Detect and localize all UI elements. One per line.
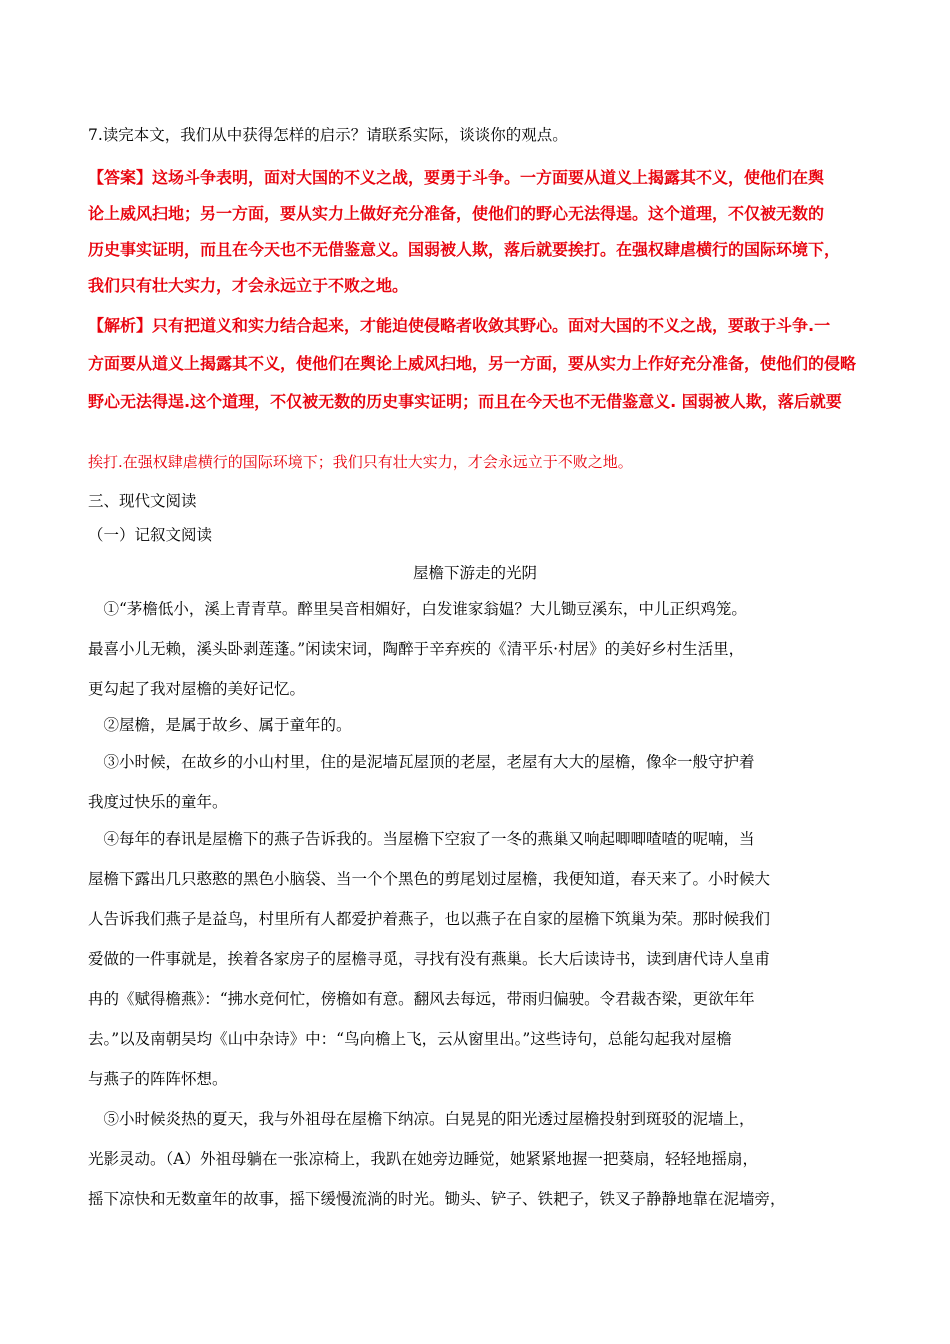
answer-line-4: 我们只有壮大实力，才会永远立于不败之地。 — [88, 276, 409, 295]
paragraph-line: 人告诉我们燕子是益鸟，村里所有人都爱护着燕子，也以燕子在自家的屋檐下筑巢为荣。那时候我们 — [88, 910, 771, 928]
analysis-line-2: 方面要从道义上揭露其不义，使他们在舆论上威风扫地，另一方面，要从实力上作好充分准备，使他们的侵略 — [88, 354, 857, 373]
article-title: 屋檐下游走的光阴 — [412, 564, 537, 582]
paragraph-line: 与燕子的阵阵怀想。 — [88, 1070, 228, 1088]
paragraph-line: 摇下凉快和无数童年的故事，摇下缓慢流淌的时光。锄头、铲子、铁耙子，铁叉子静静地靠在泥墙旁， — [88, 1190, 786, 1208]
question-7: 7.读完本文，我们从中获得怎样的启示？请联系实际，谈谈你的观点。 — [88, 126, 568, 144]
paragraph-line: ⑤小时候炎热的夏天，我与外祖母在屋檐下纳凉。白晃晃的阳光透过屋檐投射到斑驳的泥墙上， — [88, 1110, 755, 1128]
answer-line-2: 论上威风扫地；另一方面，要从实力上做好充分准备，使他们的野心无法得逞。这个道理，不仅被无数的 — [88, 204, 825, 223]
analysis-line-3: 野心无法得逞.这个道理，不仅被无数的历史事实证明；而且在今天也不无借鉴意义. 国弱被人欺，落后就要 — [88, 392, 842, 411]
paragraph-line: 最喜小儿无赖，溪头卧剥莲蓬。”闲读宋词，陶醉于辛弃疾的《清平乐·村居》的美好乡村生活里， — [88, 640, 745, 658]
paragraph-line: ②屋檐，是属于故乡、属于童年的。 — [88, 716, 352, 734]
analysis-line-1: 【解析】只有把道义和实力结合起来，才能迫使侵略者收敛其野心。面对大国的不义之战，要敢于斗争.一 — [88, 316, 831, 335]
paragraph-line: 屋檐下露出几只憨憨的黑色小脑袋、当一个个黑色的剪尾划过屋檐，我便知道，春天来了。小时候大 — [88, 870, 771, 888]
analysis-line-4: 挨打.在强权肆虐横行的国际环境下；我们只有壮大实力，才会永远立于不败之地。 — [88, 453, 633, 471]
paragraph-line: ①“茅檐低小，溪上青青草。醉里吴音相媚好，白发谁家翁媪？大儿锄豆溪东，中儿正织鸡笼。 — [88, 600, 747, 618]
section-heading: 三、现代文阅读 — [88, 492, 197, 510]
paragraph-line: 冉的《赋得檐燕》：“拂水竞何忙，傍檐如有意。翻风去每远，带雨归偏驶。令君裁杏梁，更欲年年 — [88, 990, 755, 1008]
answer-line-1: 【答案】这场斗争表明，面对大国的不义之战，要勇于斗争。一方面要从道义上揭露其不义，使他们在舆 — [88, 168, 825, 187]
paragraph-line: ③小时候，在故乡的小山村里，住的是泥墙瓦屋顶的老屋，老屋有大大的屋檐，像伞一般守护着 — [88, 753, 755, 771]
subsection-heading: （一）记叙文阅读 — [88, 526, 213, 544]
paragraph-line: 光影灵动。（A）外祖母躺在一张凉椅上，我趴在她旁边睡觉，她紧紧地握一把葵扇，轻轻地摇扇， — [88, 1150, 758, 1168]
paragraph-line: 更勾起了我对屋檐的美好记忆。 — [88, 680, 306, 698]
paragraph-line: ④每年的春讯是屋檐下的燕子告诉我的。当屋檐下空寂了一冬的燕巢又响起唧唧喳喳的呢喃，当 — [88, 830, 755, 848]
paragraph-line: 我度过快乐的童年。 — [88, 793, 228, 811]
answer-line-3: 历史事实证明，而且在今天也不无借鉴意义。国弱被人欺，落后就要挨打。在强权肆虐横行的国际环境下， — [88, 240, 841, 259]
paragraph-line: 爱做的一件事就是，挨着各家房子的屋檐寻觅，寻找有没有燕巢。长大后读诗书，读到唐代诗人皇甫 — [88, 950, 771, 968]
paragraph-line: 去。”以及南朝吴均《山中杂诗》中：“鸟向檐上飞，云从窗里出。”这些诗句，总能勾起我对屋檐 — [88, 1030, 732, 1048]
